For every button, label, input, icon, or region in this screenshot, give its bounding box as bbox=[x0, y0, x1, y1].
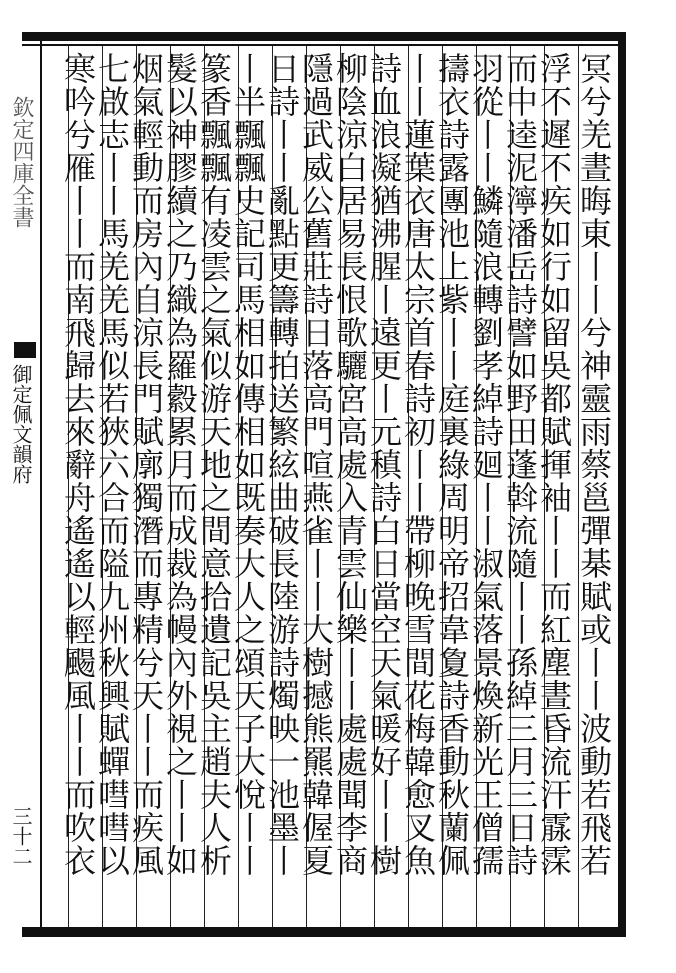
running-title: 欽定四庫全書 bbox=[9, 96, 34, 228]
text-column-1: 冥兮羌晝晦東丨丨兮神靈雨蔡邕彈棊賦或丨丨波動若飛若 bbox=[575, 52, 613, 877]
text-column-3: 而中逵泥濘潘岳詩譬如野田蓬斡流隨丨丨孫綽三月三日詩 bbox=[501, 52, 539, 877]
frame-top-rule bbox=[22, 32, 626, 41]
text-column-14: 烟氣輕動而房內自涼長門賦廓獨潛而專精兮天丨丨而疾風 bbox=[127, 52, 165, 877]
fish-tail-mark bbox=[14, 342, 36, 358]
text-column-11: 丨半飄飄史記司馬相如傳相如既奏大人之頌天子大悅丨丨 bbox=[229, 52, 267, 877]
text-column-16: 寒吟兮雁丨丨而南飛歸去來辭舟遙遙以輕颺風丨丨而吹衣 bbox=[59, 52, 97, 877]
text-column-6: 丨丨蓮葉衣唐太宗首春詩初丨丨帶柳晚雪間花梅韓愈叉魚 bbox=[399, 52, 437, 877]
margin-strip bbox=[0, 46, 40, 927]
frame-right-rule bbox=[618, 32, 626, 937]
text-column-9: 隱過武威公舊莊詩日落高門喧燕雀丨丨大樹撼熊羆韓偓夏 bbox=[297, 52, 335, 877]
frame-left-rule bbox=[40, 41, 42, 927]
text-column-12: 篆香飄飄有凌雲之氣似游天地之間意拾遺記吳主趙夫人析 bbox=[195, 52, 233, 877]
page-number: 三十二 bbox=[9, 806, 33, 866]
text-column-15: 七啟志丨丨馬羌羌馬似若狹六合而隘九州秋興賦蟬嘒嘒以 bbox=[93, 52, 131, 877]
text-column-7: 詩血浪凝猶沸腥丨遠更丨元稹詩白日當空天氣暖好丨丨樹 bbox=[365, 52, 403, 877]
text-column-2: 浮不遲不疾如行如留吳都賦揮袖丨丨而紅塵晝昏流汗霡霂 bbox=[535, 52, 573, 877]
text-column-5: 擣衣詩露團池上紫丨丨庭裏綠周明帝招韋夐詩香動秋蘭佩 bbox=[433, 52, 471, 877]
book-title: 御定佩文韻府 bbox=[9, 364, 33, 484]
text-column-8: 柳陰涼白居易長恨歌驪宮高處入青雲仙樂丨丨處處聞李商 bbox=[331, 52, 369, 877]
frame-top-thin-rule bbox=[22, 44, 626, 46]
text-column-4: 羽從丨丨鱗隨浪轉劉孝綽詩廻丨丨淑氣落景煥新光王僧孺 bbox=[467, 52, 505, 877]
text-column-10: 日詩丨丨亂點更籌轉拍送繁絃曲破長陸游詩燭映一池墨丨 bbox=[263, 52, 301, 877]
text-column-13: 髮以神膠續之乃織為羅縠累月而成裁為幔內外視之丨丨如 bbox=[161, 52, 199, 877]
frame-bottom-rule bbox=[22, 927, 626, 937]
